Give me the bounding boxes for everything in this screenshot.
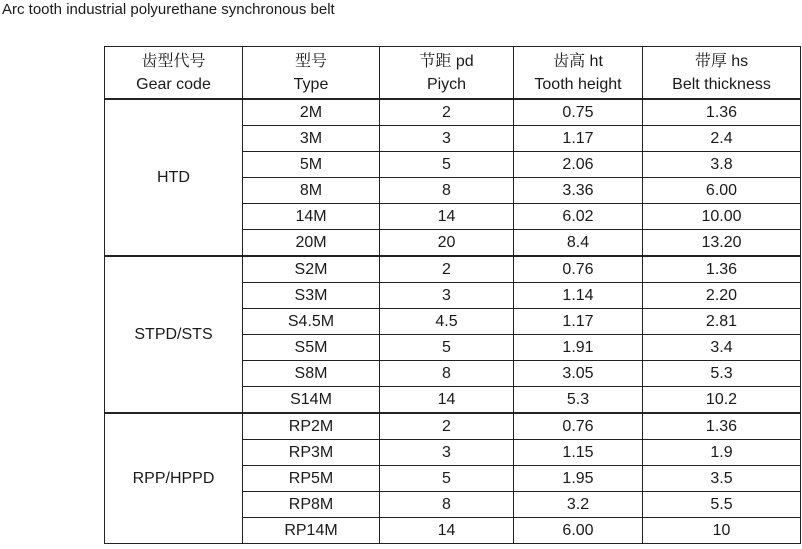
header-belt-thickness-en: Belt thickness bbox=[672, 75, 771, 93]
cell-pitch: 3 bbox=[380, 440, 514, 466]
header-belt-thickness-zh: 带厚 hs bbox=[694, 52, 749, 70]
cell-type: S14M bbox=[243, 387, 380, 414]
cell-pitch: 3 bbox=[380, 126, 514, 152]
belt-spec-table bbox=[104, 46, 801, 544]
cell-pitch: 8 bbox=[380, 492, 514, 518]
cell-gear-code: RPP/HPPD bbox=[105, 413, 243, 544]
cell-pitch: 14 bbox=[380, 204, 514, 230]
cell-gear-code: STPD/STS bbox=[105, 256, 243, 413]
cell-belt-thickness: 2.20 bbox=[643, 283, 801, 309]
cell-type: S8M bbox=[243, 361, 380, 387]
cell-tooth-height: 0.76 bbox=[514, 413, 643, 440]
cell-type: S2M bbox=[243, 256, 380, 283]
header-gear-code bbox=[105, 47, 243, 100]
cell-type: S4.5M bbox=[243, 309, 380, 335]
cell-belt-thickness: 1.36 bbox=[643, 413, 801, 440]
cell-tooth-height: 1.17 bbox=[514, 309, 643, 335]
cell-type: S3M bbox=[243, 283, 380, 309]
cell-pitch: 5 bbox=[380, 466, 514, 492]
cell-type: RP2M bbox=[243, 413, 380, 440]
header-type-en: Type bbox=[293, 75, 329, 93]
cell-gear-code: HTD bbox=[105, 99, 243, 256]
header-tooth-height-zh: 齿高 ht bbox=[553, 52, 603, 70]
cell-type: 14M bbox=[243, 204, 380, 230]
table-header-row bbox=[105, 47, 801, 100]
cell-type: RP14M bbox=[243, 518, 380, 544]
cell-tooth-height: 0.76 bbox=[514, 256, 643, 283]
cell-type: 5M bbox=[243, 152, 380, 178]
cell-belt-thickness: 5.5 bbox=[643, 492, 801, 518]
cell-tooth-height: 1.15 bbox=[514, 440, 643, 466]
table-row bbox=[105, 256, 801, 283]
cell-tooth-height: 0.75 bbox=[514, 99, 643, 126]
cell-pitch: 8 bbox=[380, 361, 514, 387]
page-title: Arc tooth industrial polyurethane synchronous belt bbox=[2, 1, 335, 18]
cell-tooth-height: 1.17 bbox=[514, 126, 643, 152]
cell-tooth-height: 3.2 bbox=[514, 492, 643, 518]
cell-tooth-height: 5.3 bbox=[514, 387, 643, 414]
table-row bbox=[105, 99, 801, 126]
cell-type: RP8M bbox=[243, 492, 380, 518]
header-pitch bbox=[380, 47, 514, 100]
cell-tooth-height: 1.91 bbox=[514, 335, 643, 361]
cell-belt-thickness: 1.36 bbox=[643, 256, 801, 283]
cell-pitch: 4.5 bbox=[380, 309, 514, 335]
cell-tooth-height: 2.06 bbox=[514, 152, 643, 178]
cell-belt-thickness: 10 bbox=[643, 518, 801, 544]
cell-type: 3M bbox=[243, 126, 380, 152]
header-type bbox=[243, 47, 380, 100]
header-tooth-height-en: Tooth height bbox=[534, 75, 622, 93]
cell-belt-thickness: 5.3 bbox=[643, 361, 801, 387]
cell-tooth-height: 6.00 bbox=[514, 518, 643, 544]
cell-belt-thickness: 1.9 bbox=[643, 440, 801, 466]
header-belt-thickness bbox=[643, 47, 801, 100]
cell-belt-thickness: 10.00 bbox=[643, 204, 801, 230]
header-pitch-en: Piych bbox=[426, 75, 467, 93]
cell-pitch: 14 bbox=[380, 387, 514, 414]
cell-belt-thickness: 3.8 bbox=[643, 152, 801, 178]
header-gear-code-en: Gear code bbox=[136, 75, 211, 93]
cell-belt-thickness: 1.36 bbox=[643, 99, 801, 126]
cell-belt-thickness: 6.00 bbox=[643, 178, 801, 204]
cell-belt-thickness: 2.81 bbox=[643, 309, 801, 335]
cell-belt-thickness: 2.4 bbox=[643, 126, 801, 152]
cell-pitch: 5 bbox=[380, 152, 514, 178]
cell-belt-thickness: 10.2 bbox=[643, 387, 801, 414]
cell-pitch: 2 bbox=[380, 256, 514, 283]
cell-pitch: 20 bbox=[380, 230, 514, 257]
cell-type: 20M bbox=[243, 230, 380, 257]
cell-pitch: 2 bbox=[380, 413, 514, 440]
cell-pitch: 2 bbox=[380, 99, 514, 126]
header-tooth-height bbox=[514, 47, 643, 100]
cell-type: S5M bbox=[243, 335, 380, 361]
cell-belt-thickness: 3.5 bbox=[643, 466, 801, 492]
cell-pitch: 5 bbox=[380, 335, 514, 361]
cell-belt-thickness: 3.4 bbox=[643, 335, 801, 361]
cell-tooth-height: 1.14 bbox=[514, 283, 643, 309]
cell-belt-thickness: 13.20 bbox=[643, 230, 801, 257]
cell-pitch: 8 bbox=[380, 178, 514, 204]
cell-tooth-height: 6.02 bbox=[514, 204, 643, 230]
table-body bbox=[105, 99, 801, 544]
cell-tooth-height: 3.05 bbox=[514, 361, 643, 387]
cell-type: RP5M bbox=[243, 466, 380, 492]
cell-pitch: 14 bbox=[380, 518, 514, 544]
header-type-zh: 型号 bbox=[294, 52, 327, 70]
cell-tooth-height: 8.4 bbox=[514, 230, 643, 257]
cell-pitch: 3 bbox=[380, 283, 514, 309]
table-row bbox=[105, 413, 801, 440]
header-pitch-zh: 节距 pd bbox=[419, 52, 474, 70]
cell-type: RP3M bbox=[243, 440, 380, 466]
cell-tooth-height: 1.95 bbox=[514, 466, 643, 492]
cell-tooth-height: 3.36 bbox=[514, 178, 643, 204]
cell-type: 2M bbox=[243, 99, 380, 126]
header-gear-code-zh: 齿型代号 bbox=[141, 52, 206, 70]
cell-type: 8M bbox=[243, 178, 380, 204]
